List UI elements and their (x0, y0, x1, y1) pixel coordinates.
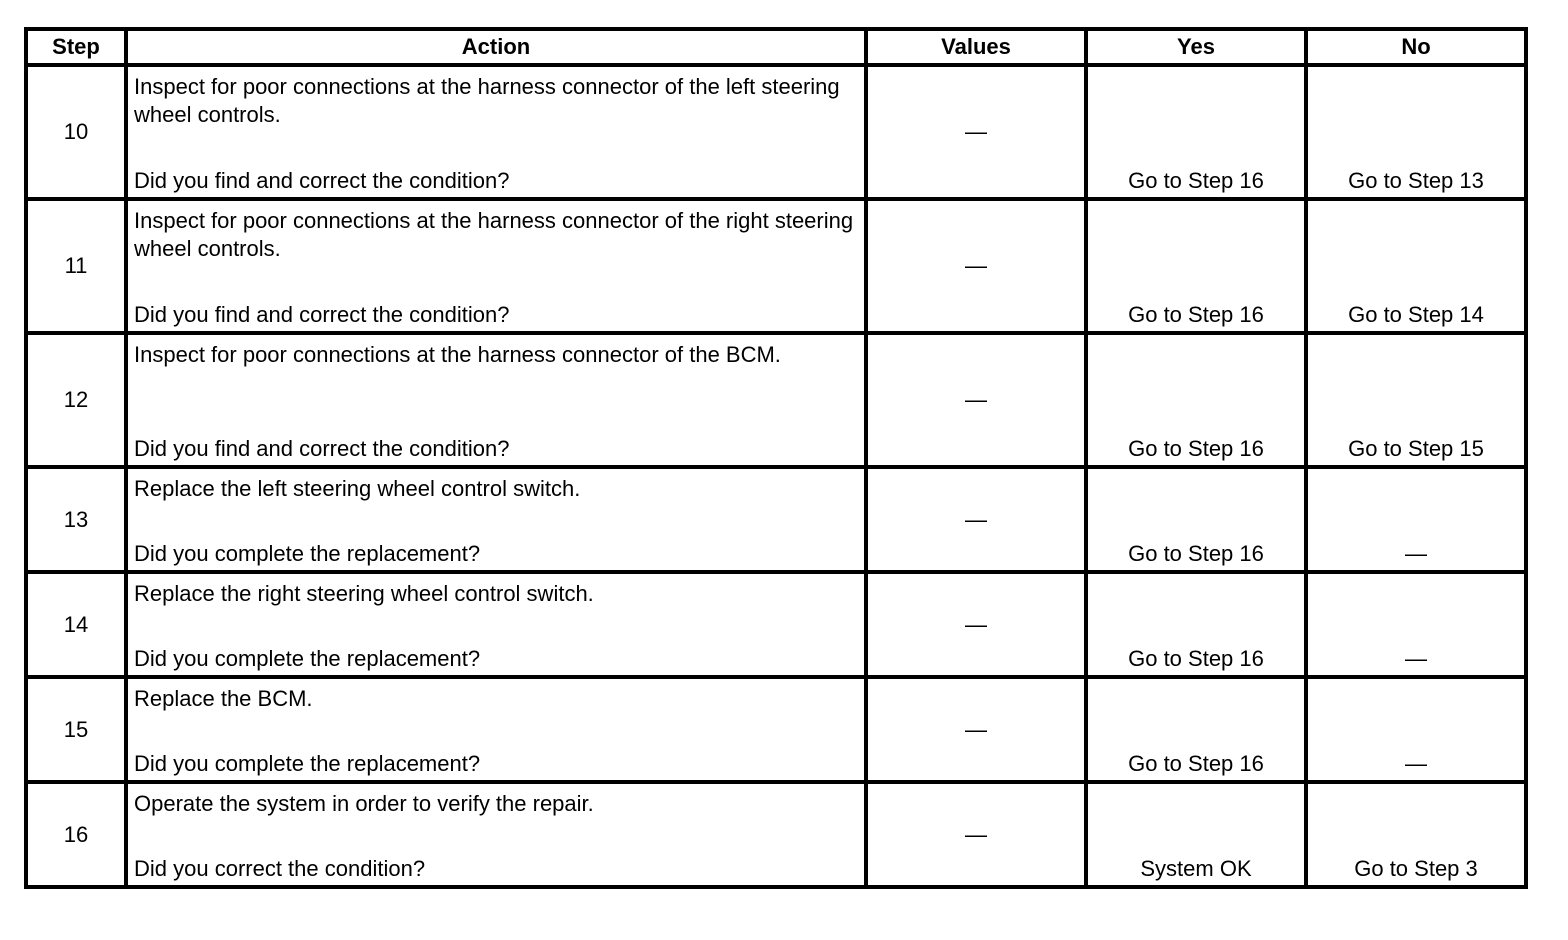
action-cell (126, 333, 866, 467)
action-question: Did you correct the condition? (134, 856, 426, 881)
table-row (26, 333, 1526, 467)
step-number: 16 (26, 782, 126, 887)
action-question: Did you find and correct the condition? (134, 436, 510, 461)
no-cell (1306, 782, 1526, 887)
header-values: Values (866, 29, 1086, 65)
action-instruction: Operate the system in order to verify the repair. (134, 791, 594, 816)
action-instruction: Replace the left steering wheel control switch. (134, 476, 581, 501)
no-outcome: Go to Step 3 (1354, 856, 1478, 881)
values-cell: — (866, 467, 1086, 572)
header-no: No (1306, 29, 1526, 65)
header-yes: Yes (1086, 29, 1306, 65)
step-number: 12 (26, 333, 126, 467)
no-outcome: — (1405, 751, 1427, 776)
action-question: Did you complete the replacement? (134, 646, 481, 671)
no-outcome: Go to Step 13 (1348, 168, 1484, 193)
step-number: 14 (26, 572, 126, 677)
yes-outcome: Go to Step 16 (1128, 436, 1264, 461)
yes-cell (1086, 677, 1306, 782)
step-number: 10 (26, 65, 126, 199)
yes-cell (1086, 782, 1306, 887)
table-row (26, 572, 1526, 677)
table-row (26, 65, 1526, 199)
action-question: Did you complete the replacement? (134, 541, 481, 566)
yes-outcome: Go to Step 16 (1128, 751, 1264, 776)
action-question: Did you complete the replacement? (134, 751, 481, 776)
action-question: Did you find and correct the condition? (134, 302, 510, 327)
action-instruction: Replace the BCM. (134, 686, 313, 711)
action-cell (126, 782, 866, 887)
action-instruction: Inspect for poor connections at the harness connector of the BCM. (134, 342, 781, 367)
no-cell (1306, 677, 1526, 782)
no-outcome: — (1405, 646, 1427, 671)
action-question: Did you find and correct the condition? (134, 168, 510, 193)
diagnostic-table (24, 27, 1528, 889)
yes-outcome: Go to Step 16 (1128, 302, 1264, 327)
yes-outcome: Go to Step 16 (1128, 541, 1264, 566)
action-instruction: Inspect for poor connections at the harness connector of the left steering wheel controls. (134, 74, 840, 127)
header-action: Action (126, 29, 866, 65)
no-cell (1306, 467, 1526, 572)
yes-outcome: System OK (1140, 856, 1252, 881)
action-cell (126, 572, 866, 677)
yes-cell (1086, 199, 1306, 333)
yes-cell (1086, 333, 1306, 467)
action-instruction: Replace the right steering wheel control switch. (134, 581, 594, 606)
no-cell (1306, 199, 1526, 333)
action-cell (126, 677, 866, 782)
yes-outcome: Go to Step 16 (1128, 168, 1264, 193)
table-body (26, 65, 1526, 887)
no-cell (1306, 65, 1526, 199)
table-row (26, 782, 1526, 887)
values-cell: — (866, 65, 1086, 199)
table-header (26, 29, 1526, 65)
table-row (26, 467, 1526, 572)
no-cell (1306, 572, 1526, 677)
values-cell: — (866, 333, 1086, 467)
action-cell (126, 199, 866, 333)
step-number: 13 (26, 467, 126, 572)
values-cell: — (866, 782, 1086, 887)
table-row (26, 199, 1526, 333)
header-row (26, 29, 1526, 65)
header-step: Step (26, 29, 126, 65)
yes-outcome: Go to Step 16 (1128, 646, 1264, 671)
step-number: 15 (26, 677, 126, 782)
no-cell (1306, 333, 1526, 467)
no-outcome: Go to Step 14 (1348, 302, 1484, 327)
yes-cell (1086, 467, 1306, 572)
no-outcome: Go to Step 15 (1348, 436, 1484, 461)
step-number: 11 (26, 199, 126, 333)
action-cell (126, 65, 866, 199)
values-cell: — (866, 572, 1086, 677)
yes-cell (1086, 65, 1306, 199)
table-row (26, 677, 1526, 782)
action-instruction: Inspect for poor connections at the harness connector of the right steering wheel controls. (134, 208, 854, 261)
action-cell (126, 467, 866, 572)
yes-cell (1086, 572, 1306, 677)
values-cell: — (866, 199, 1086, 333)
no-outcome: — (1405, 541, 1427, 566)
values-cell: — (866, 677, 1086, 782)
